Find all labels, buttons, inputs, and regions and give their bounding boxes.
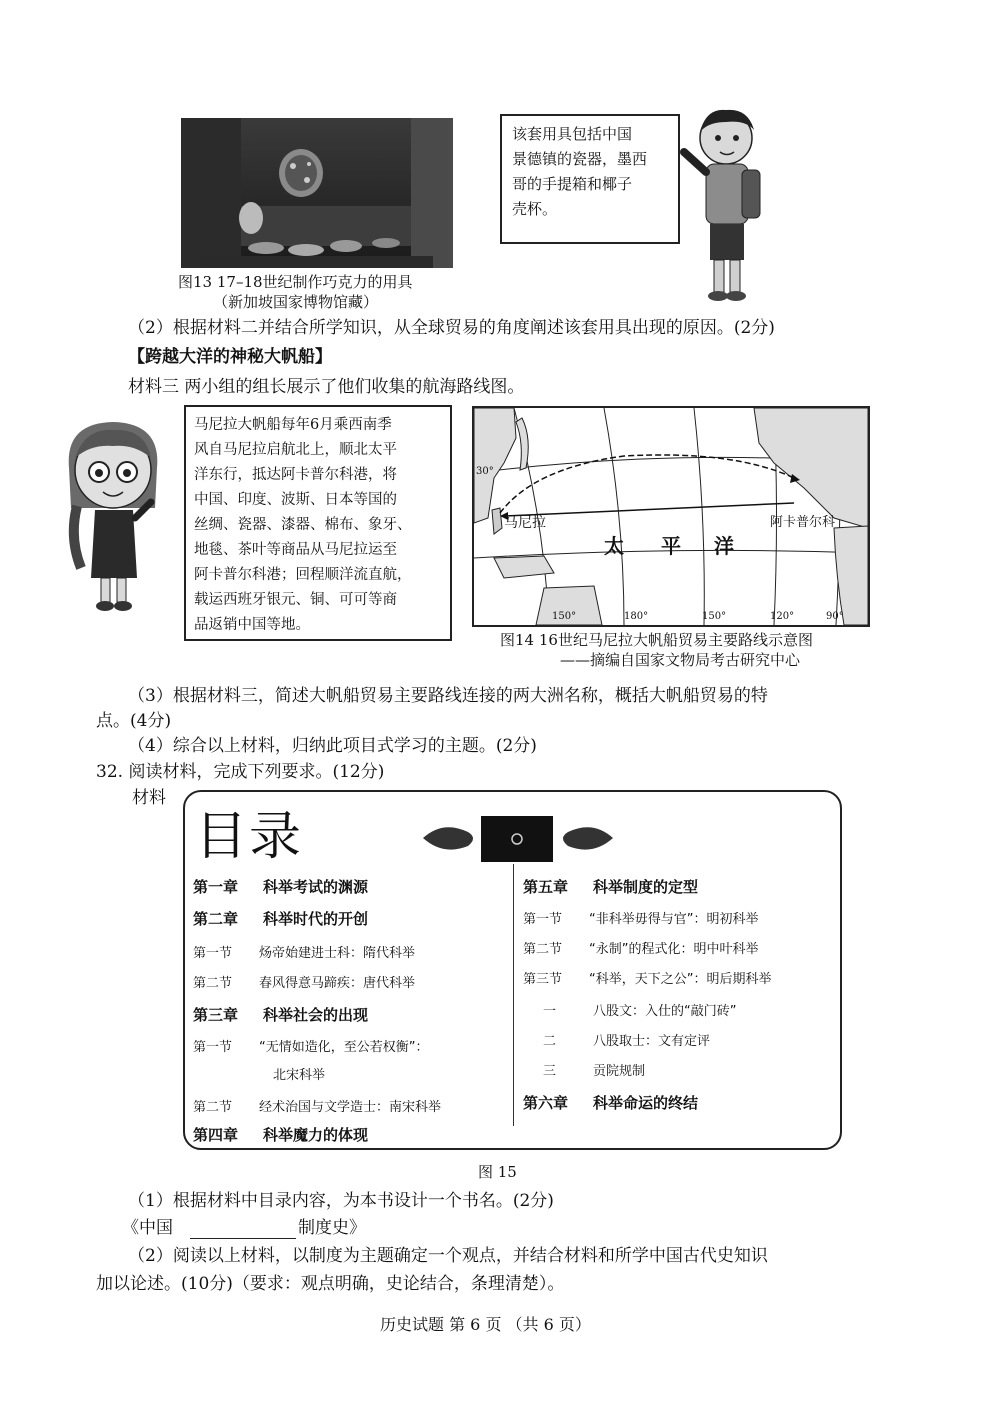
map-lon-label: 150° [552, 611, 577, 622]
toc-section [523, 938, 758, 957]
toc-section [523, 1000, 736, 1019]
toc-section [193, 942, 415, 961]
map-ocean-char: 太 [604, 534, 624, 558]
figure-14-source: ——摘编自国家文物局考古研究中心 [560, 651, 801, 669]
section-title: 【跨越大洋的神秘大帆船】 [128, 347, 332, 367]
map-lon-label: 150° [702, 611, 727, 622]
map-lon-label: 180° [624, 611, 649, 622]
question-3-line1: （3）根据材料三，简述大帆船贸易主要路线连接的两大洲名称，概括大帆船贸易的特 [128, 686, 768, 706]
toc-divider [513, 864, 514, 1126]
toc-entry-label: 一 [543, 1004, 557, 1019]
table-of-contents [183, 790, 842, 1150]
toc-entry-text: 北宋科举 [273, 1068, 326, 1083]
toc-entry-label: 第六章 [523, 1094, 569, 1112]
speech-line: 马尼拉大帆船每年6月乘西南季 [194, 417, 392, 433]
toc-entry-label: 第二节 [193, 976, 233, 991]
toc-entry-label: 第二节 [523, 942, 563, 957]
galleon-route-map [472, 406, 870, 627]
speech-line: 品返销中国等地。 [194, 617, 310, 633]
toc-entry-text: 经术治国与文学造士：南宋科举 [259, 1100, 442, 1115]
toc-section [523, 1030, 710, 1049]
toc-entry-text: “科举，天下之公”：明后期科举 [589, 972, 772, 987]
speech-line: 该套用具包括中国 [512, 125, 633, 143]
page-footer: 历史试题 第 6 页 （共 6 页） [380, 1315, 591, 1334]
toc-entry-text: 贡院规制 [593, 1064, 646, 1079]
material-3-intro: 材料三 两小组的组长展示了他们收集的航海路线图。 [128, 377, 525, 397]
toc-entry-label: 第一节 [193, 1040, 233, 1055]
figure-13-subcaption: （新加坡国家博物馆藏） [213, 293, 379, 311]
toc-entry-text: 科举时代的开创 [263, 910, 369, 928]
material-label: 材料 [132, 788, 166, 808]
girl-cartoon [55, 418, 170, 618]
map-label-lat: 30° [476, 466, 494, 477]
book-title-blank[interactable] [190, 1238, 296, 1239]
toc-section [523, 968, 771, 987]
question-32-2-line2: 加以论述。(10分)（要求：观点明确，史论结合，条理清楚）。 [96, 1274, 565, 1294]
toc-entry-label: 二 [543, 1034, 557, 1049]
speech-line: 丝绸、瓷器、漆器、棉布、象牙、 [194, 517, 412, 533]
question-32-1: （1）根据材料中目录内容，为本书设计一个书名。(2分) [128, 1191, 554, 1211]
toc-entry-text: 科举制度的定型 [593, 878, 699, 896]
speech-line: 地毯、茶叶等商品从马尼拉运至 [194, 542, 397, 558]
toc-entry-text: “无情如造化，至公若权衡”： [259, 1040, 429, 1055]
question-4: （4）综合以上材料，归纳此项目式学习的主题。(2分) [128, 736, 537, 756]
toc-entry-text: 春风得意马蹄疾：唐代科举 [259, 976, 416, 991]
toc-entry-text: 科举考试的渊源 [263, 878, 369, 896]
speech-line: 阿卡普尔科港；回程顺洋流直航， [194, 567, 412, 583]
toc-entry-text: 八股文：入仕的“敲门砖” [593, 1004, 737, 1019]
toc-entry-label: 第三章 [193, 1006, 239, 1024]
question-32: 32. 阅读材料，完成下列要求。(12分) [96, 762, 385, 782]
boy-cartoon [676, 100, 768, 305]
book-title-prefix: 《中国 [122, 1218, 173, 1238]
toc-chapter [193, 1124, 368, 1145]
toc-entry-label: 第二节 [193, 1100, 233, 1115]
toc-section [193, 1064, 325, 1083]
toc-entry-label: 第一节 [523, 912, 563, 927]
map-lon-label: 120° [770, 611, 795, 622]
toc-ornament-icon [423, 810, 613, 866]
toc-entry-label: 第四章 [193, 1126, 239, 1144]
toc-entry-label: 第二章 [193, 910, 239, 928]
toc-entry-label: 第一节 [193, 946, 233, 961]
speech-line: 中国、印度、波斯、日本等国的 [194, 492, 397, 508]
speech-line: 景德镇的瓷器，墨西 [512, 150, 648, 168]
speech-bubble-girl [184, 405, 452, 641]
figure-13-caption: 图13 17–18世纪制作巧克力的用具 [178, 273, 413, 291]
chocolate-utensils-photo [181, 118, 453, 268]
toc-chapter [523, 876, 698, 897]
toc-title: 目录 [195, 807, 304, 867]
toc-entry-text: “非科举毋得与官”：明初科举 [589, 912, 759, 927]
toc-section [523, 1060, 645, 1079]
toc-chapter [523, 1092, 698, 1113]
question-2: （2）根据材料二并结合所学知识，从全球贸易的角度阐述该套用具出现的原因。(2分) [128, 318, 775, 338]
question-3-line2: 点。(4分) [96, 711, 172, 731]
figure-15-caption: 图 15 [478, 1163, 517, 1181]
map-label-acapulco: 阿卡普尔科 [770, 515, 836, 530]
toc-entry-text: 科举社会的出现 [263, 1006, 369, 1024]
toc-entry-text: “永制”的程式化：明中叶科举 [589, 942, 759, 957]
toc-entry-text: 炀帝始建进士科：隋代科举 [259, 946, 416, 961]
toc-chapter [193, 1004, 368, 1025]
toc-section [193, 1036, 428, 1055]
speech-line: 载运西班牙银元、铜、可可等商 [194, 592, 397, 608]
toc-entry-label: 第五章 [523, 878, 569, 896]
map-ocean-char: 平 [661, 534, 681, 558]
toc-section [523, 908, 758, 927]
speech-line: 洋东行，抵达阿卡普尔科港，将 [194, 467, 397, 483]
speech-line: 壳杯。 [512, 200, 558, 218]
speech-line: 风自马尼拉启航北上，顺北太平 [194, 442, 397, 458]
map-label-manila: 马尼拉 [504, 515, 546, 531]
question-32-2-line1: （2）阅读以上材料，以制度为主题确定一个观点，并结合材料和所学中国古代史知识 [128, 1246, 768, 1266]
speech-line: 哥的手提箱和椰子 [512, 175, 633, 193]
book-title-suffix: 制度史》 [298, 1218, 366, 1238]
speech-bubble-boy [500, 114, 680, 244]
toc-section [193, 972, 415, 991]
toc-chapter [193, 908, 368, 929]
figure-14-caption: 图14 16世纪马尼拉大帆船贸易主要路线示意图 [500, 631, 813, 649]
map-ocean-char: 洋 [714, 534, 734, 558]
toc-entry-label: 三 [543, 1064, 557, 1079]
toc-section [193, 1096, 441, 1115]
toc-entry-text: 八股取士：文有定评 [593, 1034, 711, 1049]
toc-entry-text: 科举命运的终结 [593, 1094, 699, 1112]
toc-entry-label: 第一章 [193, 878, 239, 896]
map-lon-label: 90° [826, 611, 844, 622]
toc-entry-text: 科举魔力的体现 [263, 1126, 369, 1144]
toc-entry-label: 第三节 [523, 972, 563, 987]
toc-chapter [193, 876, 368, 897]
